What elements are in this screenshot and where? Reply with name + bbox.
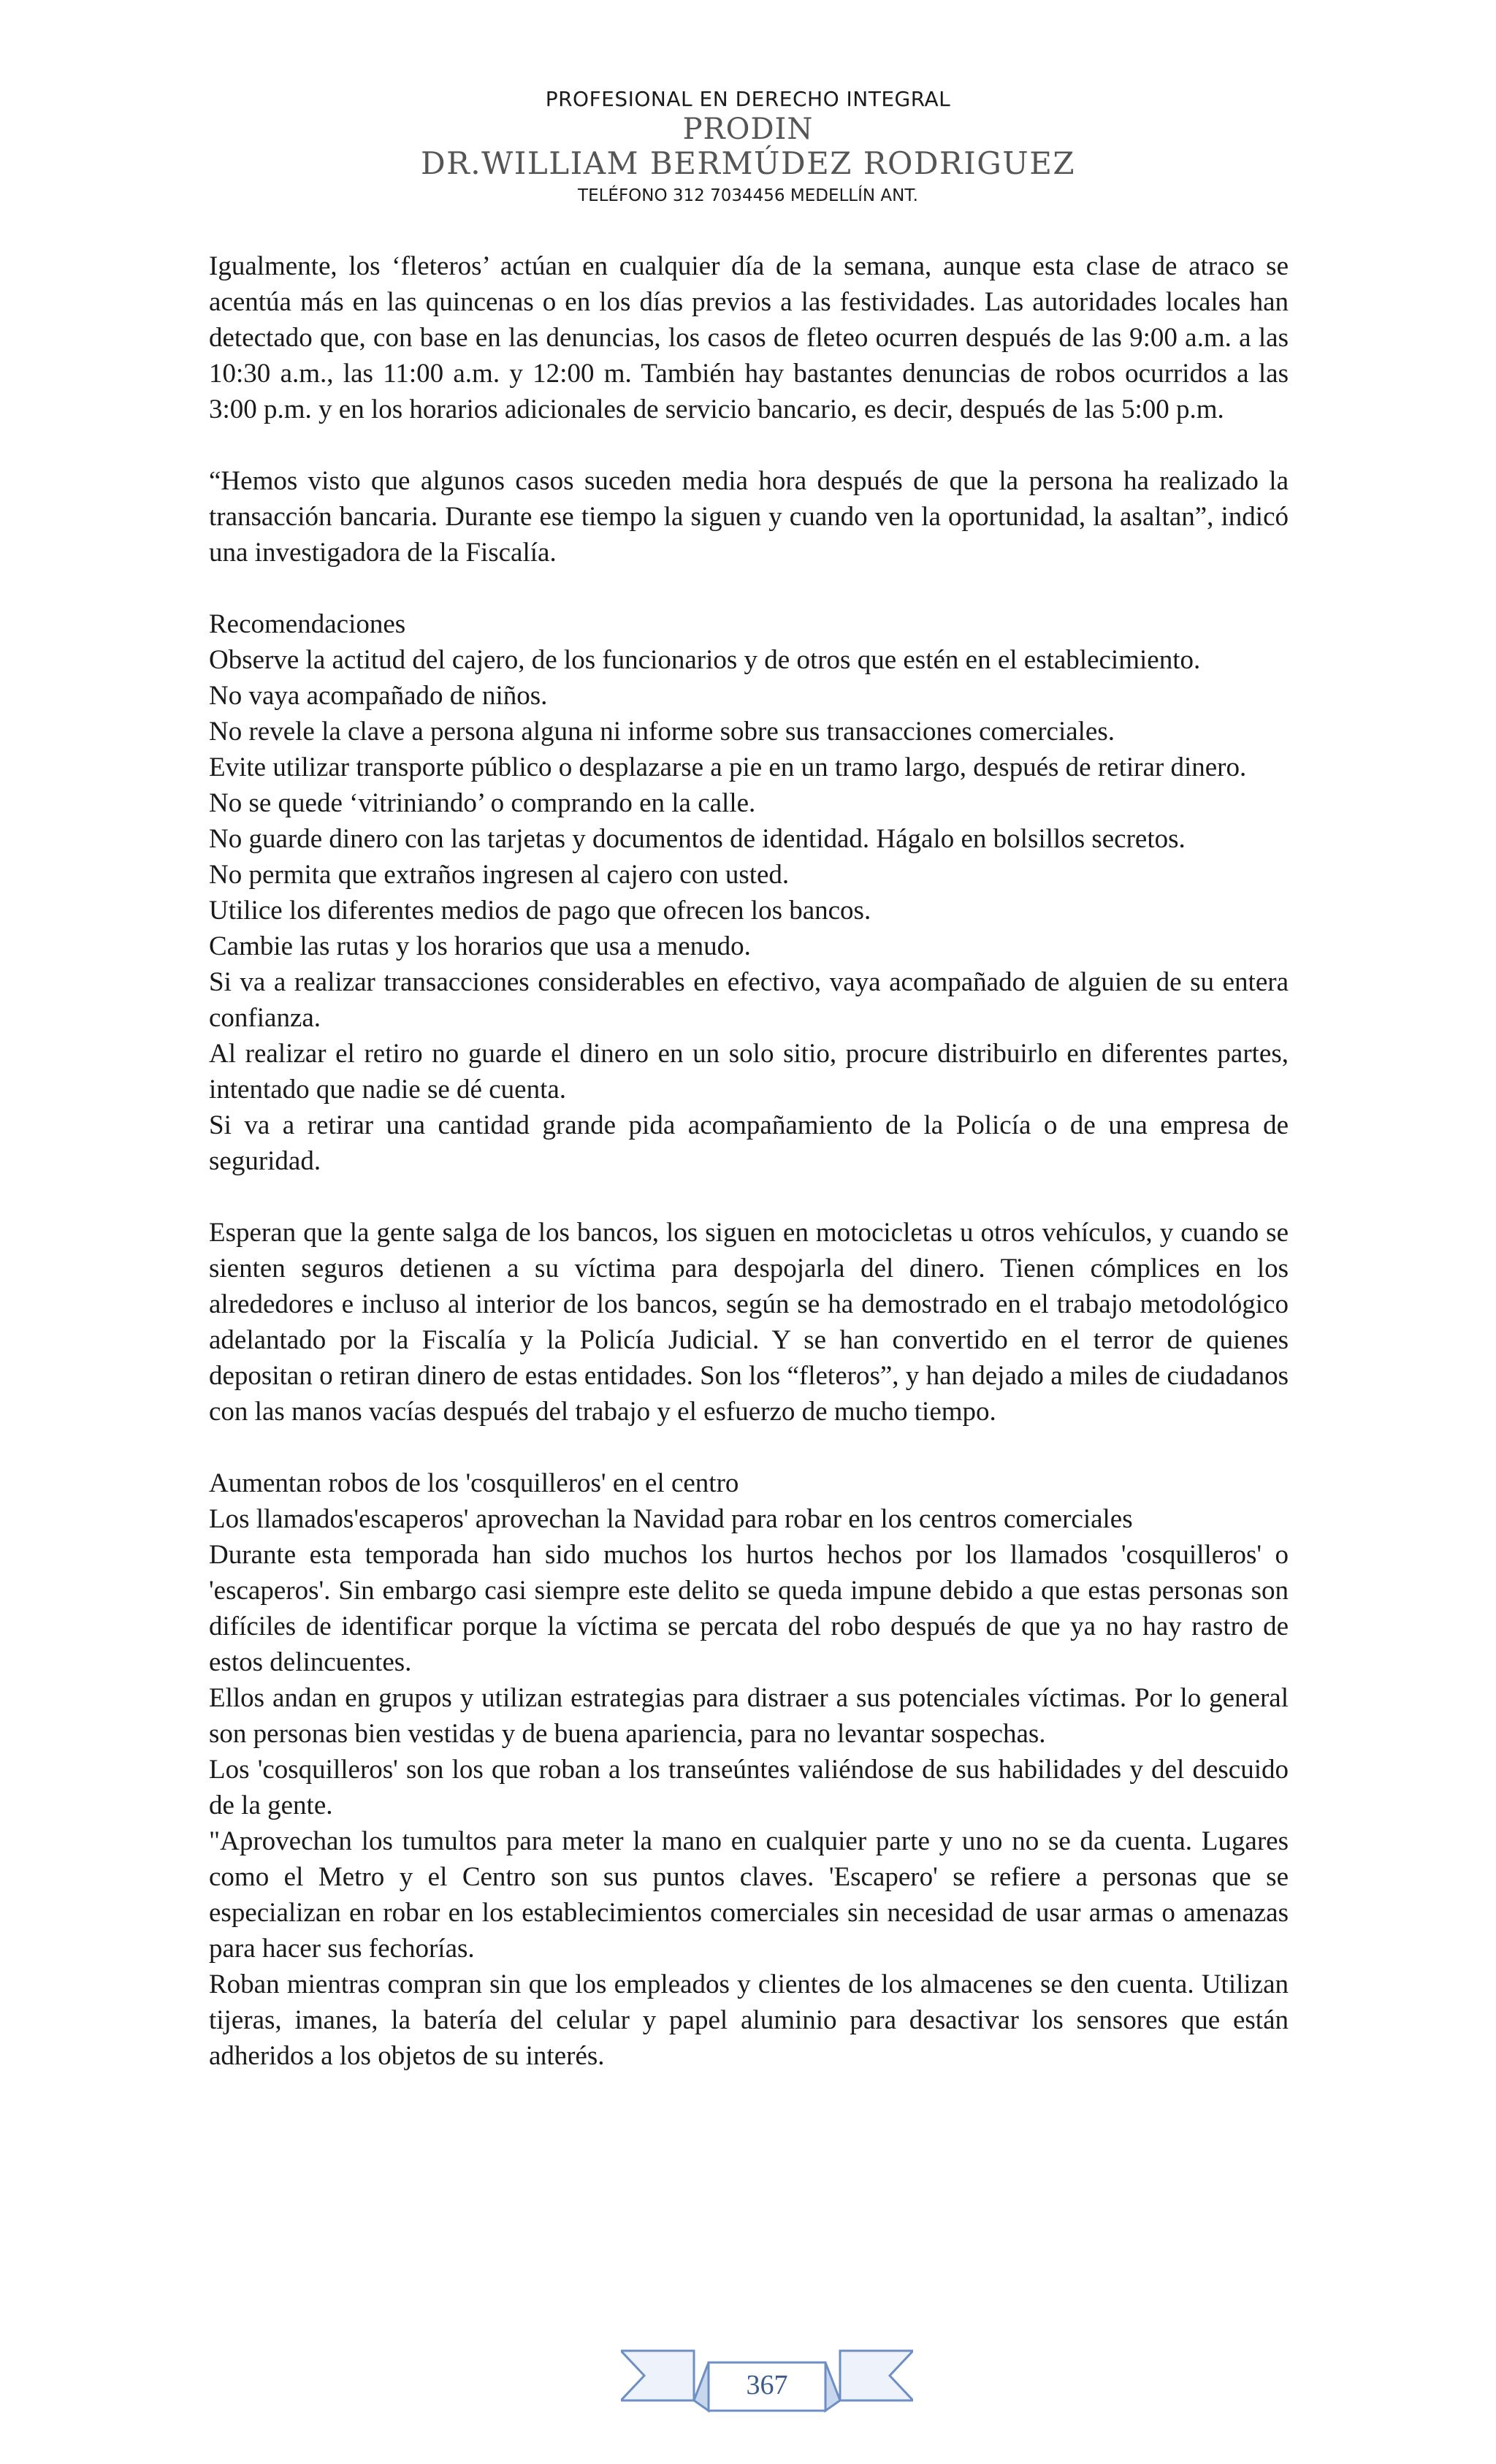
paragraph: Ellos andan en grupos y utilizan estrategias para distraer a sus potenciales víctimas. Por lo general son personas bien vestidas y de buena apariencia, para no levantar sospechas. — [209, 1683, 1289, 1749]
paragraph: “Hemos visto que algunos casos suceden media hora después de que la persona ha realizado la transacción bancaria. Durante ese tiempo la siguen y cuando ven la oportunidad, la asaltan”, indicó una investigadora de la Fiscalía. — [209, 466, 1289, 568]
page-number-ribbon — [621, 2341, 913, 2421]
header-profession: PROFESIONAL EN DERECHO INTEGRAL — [545, 87, 951, 111]
recommendation-item: No revele la clave a persona alguna ni informe sobre sus transacciones comerciales. — [209, 717, 1115, 747]
recommendation-item: No permita que extraños ingresen al cajero con usted. — [209, 860, 790, 890]
recommendation-item: Al realizar el retiro no guarde el dinero en un solo sitio, procure distribuirlo en diferentes partes, intentado que nadie se dé cuenta. — [209, 1039, 1289, 1105]
page-number: 367 — [746, 2370, 788, 2400]
paragraph: Esperan que la gente salga de los bancos, los siguen en motocicletas u otros vehículos, y cuando se sienten seguros detienen a su víctima para despojarla del dinero. Tienen cómplices en los alrededores e incluso al interior de los bancos, según se ha demostrado en el trabajo metodológico adelantado por la Fiscalía y la Policía Judicial. Y se han convertido en el terror de quienes depositan o retiran dinero de estas entidades. Son los “fleteros”, y han dejado a miles de ciudadanos con las manos vacías después del trabajo y el esfuerzo de mucho tiempo. — [209, 1218, 1289, 1427]
recommendation-item: Utilice los diferentes medios de pago que ofrecen los bancos. — [209, 896, 871, 926]
paragraph: "Aprovechan los tumultos para meter la mano en cualquier parte y uno no se da cuenta. Lugares como el Metro y el Centro son sus puntos claves. 'Escapero' se refiere a personas que se especializan en robar en los establecimientos comerciales sin necesidad de usar armas o amenazas para hacer sus fechorías. — [209, 1826, 1289, 1964]
paragraph: Durante esta temporada han sido muchos los hurtos hechos por los llamados 'cosquilleros' o 'escaperos'. Sin embargo casi siempre este delito se queda impune debido a que estas personas son difíciles de identificar porque la víctima se percata del robo después de que ya no hay rastro de estos delincuentes. — [209, 1540, 1289, 1677]
paragraph: Roban mientras compran sin que los empleados y clientes de los almacenes se den cuenta. Utilizan tijeras, imanes, la batería del celular y papel aluminio para desactivar los sensores que están adheridos a los objetos de su interés. — [209, 1969, 1289, 2071]
recommendation-item: Si va a retirar una cantidad grande pida acompañamiento de la Policía o de una empresa de seguridad. — [209, 1110, 1289, 1176]
paragraph: Los 'cosquilleros' son los que roban a los transeúntes valiéndose de sus habilidades y del descuido de la gente. — [209, 1755, 1289, 1820]
recommendation-item: Evite utilizar transporte público o desplazarse a pie en un tramo largo, después de retirar dinero. — [209, 752, 1247, 782]
recommendation-item: Si va a realizar transacciones considerables en efectivo, vaya acompañado de alguien de su entera confianza. — [209, 967, 1289, 1033]
header-author: DR.WILLIAM BERMÚDEZ RODRIGUEZ — [420, 145, 1076, 181]
recommendation-item: Observe la actitud del cajero, de los funcionarios y de otros que estén en el establecimiento. — [209, 645, 1201, 675]
page-header — [0, 86, 1496, 207]
recommendation-item: Cambie las rutas y los horarios que usa a menudo. — [209, 931, 751, 961]
paragraph: Igualmente, los ‘fleteros’ actúan en cualquier día de la semana, aunque esta clase de atraco se acentúa más en las quincenas o en los días previos a las festividades. Las autoridades locales han detectado que, con base en las denuncias, los casos de fleteo ocurren después de las 9:00 a.m. a las 10:30 a.m., las 11:00 a.m. y 12:00 m. También hay bastantes denuncias de robos ocurridos a las 3:00 p.m. y en los horarios adicionales de servicio bancario, es decir, después de las 5:00 p.m. — [209, 251, 1289, 424]
recommendations-title: Recomendaciones — [209, 609, 406, 639]
recommendation-item: No vaya acompañado de niños. — [209, 681, 548, 711]
header-brand: PRODIN — [682, 112, 814, 146]
recommendation-item: No guarde dinero con las tarjetas y documentos de identidad. Hágalo en bolsillos secretos. — [209, 824, 1186, 854]
header-phone: TELÉFONO 312 7034456 MEDELLÍN ANT. — [578, 186, 918, 205]
section-subtitle: Los llamados'escaperos' aprovechan la Navidad para robar en los centros comerciales — [209, 1504, 1133, 1534]
document-body — [209, 248, 1289, 2074]
recommendation-item: No se quede ‘vitriniando’ o comprando en la calle. — [209, 788, 756, 818]
section-title: Aumentan robos de los 'cosquilleros' en el centro — [209, 1468, 739, 1498]
